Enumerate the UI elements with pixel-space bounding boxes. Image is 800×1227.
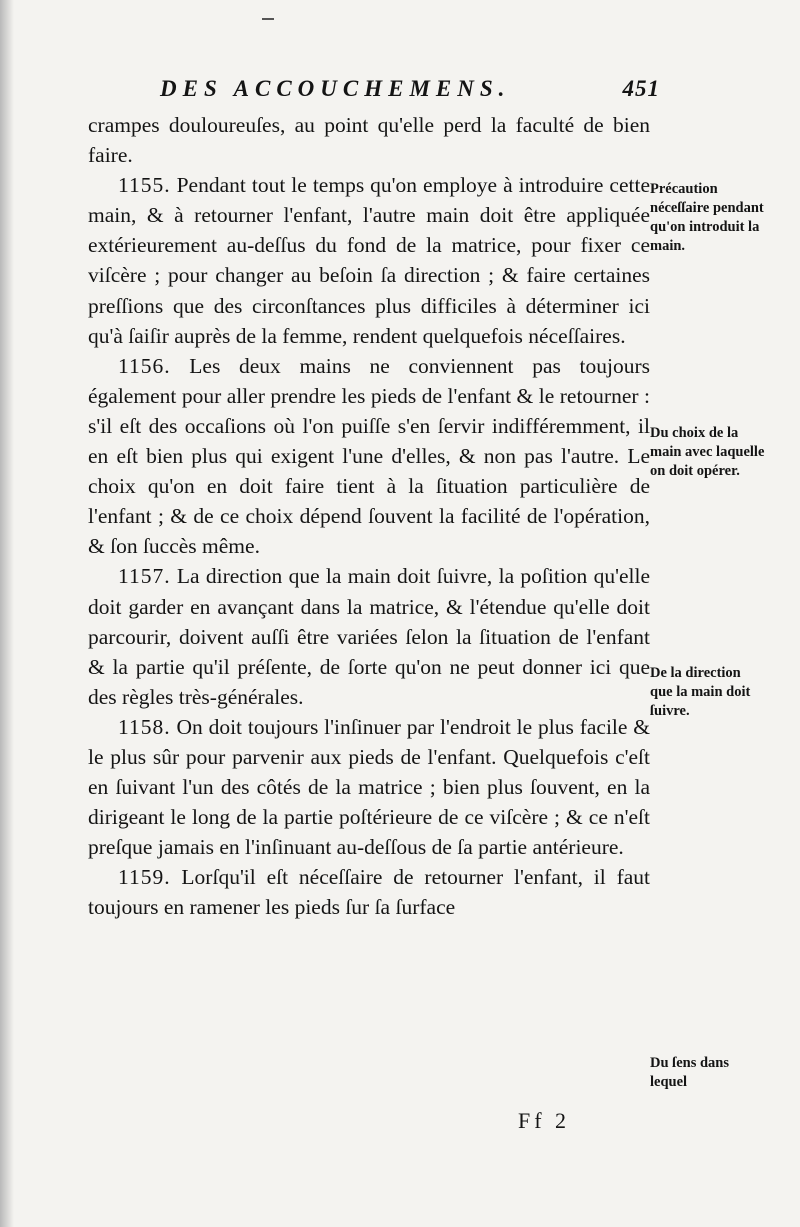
paragraph-1157 (88, 561, 650, 711)
margin-note-sens: Du ſens dans lequel (650, 1055, 729, 1090)
running-title: DES ACCOUCHEMENS. (160, 76, 511, 101)
page-number: 451 (622, 76, 660, 101)
paragraph-text: La direction que la main doit ſuivre, la poſition qu'elle doit garder en avançant dans la matrice, & l'étendue qu'elle doit parcourir, doivent auſſi être variées ſelon la ſituation de l'enfant & la partie qu'il préſente, de ſorte qu'on ne peut donner ici que des règles très-générales. (88, 564, 651, 709)
paragraph-text: Lorſqu'il eſt néceſſaire de retourner l'enfant, il faut toujours en ramener les pieds ſur ſa ſurface (88, 865, 651, 920)
paragraph-number: 1158. (118, 714, 171, 739)
body-text (88, 110, 650, 923)
page-smudge (262, 18, 274, 20)
margin-note-precaution: Précaution néceſſaire pendant qu'on introduit la main. (650, 181, 764, 254)
paragraph-number: 1156. (118, 353, 171, 378)
paragraph-number: 1155. (118, 173, 171, 198)
paragraph-1155 (88, 170, 650, 351)
paragraph-text: Les deux mains ne conviennent pas toujours également pour aller prendre les pieds de l'enfant & le retourner : s'il eſt des occaſions où l'on puiſſe s'en ſervir indifféremment, il en eſt bien plus qui exigent l'une d'elles, & non pas l'autre. Le choix qu'on en doit faire tient à la ſituation particulière de l'enfant ; & de ce choix dépend ſouvent la facilité de l'opération, & ſon ſuccès même. (88, 353, 651, 559)
paragraph-1158 (88, 712, 650, 862)
signature-mark: Ff 2 (518, 1108, 571, 1133)
paragraph-1156 (88, 351, 650, 562)
margin-note-choix: Du choix de la main avec laquelle on doit opérer. (650, 425, 765, 479)
paragraph-number: 1157. (118, 564, 171, 589)
paragraph-text: Pendant tout le temps qu'on employe à introduire cette main, & à retourner l'enfant, l'autre main doit être appliquée extérieurement au-deſſus du fond de la matrice, pour fixer ce viſcère ; pour changer au beſoin ſa direction ; & faire certaines preſſions que des circonſtances plus difficiles à déterminer ici qu'à ſaiſir auprès de la femme, rendent quelquefois néceſſaires. (88, 173, 650, 348)
paragraph-continuation (88, 110, 650, 170)
paragraph-1159 (88, 862, 650, 922)
paragraph-number: 1159. (118, 865, 171, 890)
paragraph-text: On doit toujours l'inſinuer par l'endroit le plus facile & le plus sûr pour parvenir aux pieds de l'enfant. Quelquefois c'eſt en ſuivant l'un des côtés de la matrice ; bien plus ſouvent, en la dirigeant le long de la partie poſtérieure de ce viſcère ; & ce n'eſt preſque jamais en l'inſinuant au-deſſous de ſa partie antérieure. (88, 714, 651, 860)
running-header (160, 76, 660, 106)
margin-note-direction: De la direction que la main doit ſuivre. (650, 665, 751, 719)
paragraph-text: crampes douloureuſes, au point qu'elle perd la faculté de bien faire. (88, 113, 650, 168)
